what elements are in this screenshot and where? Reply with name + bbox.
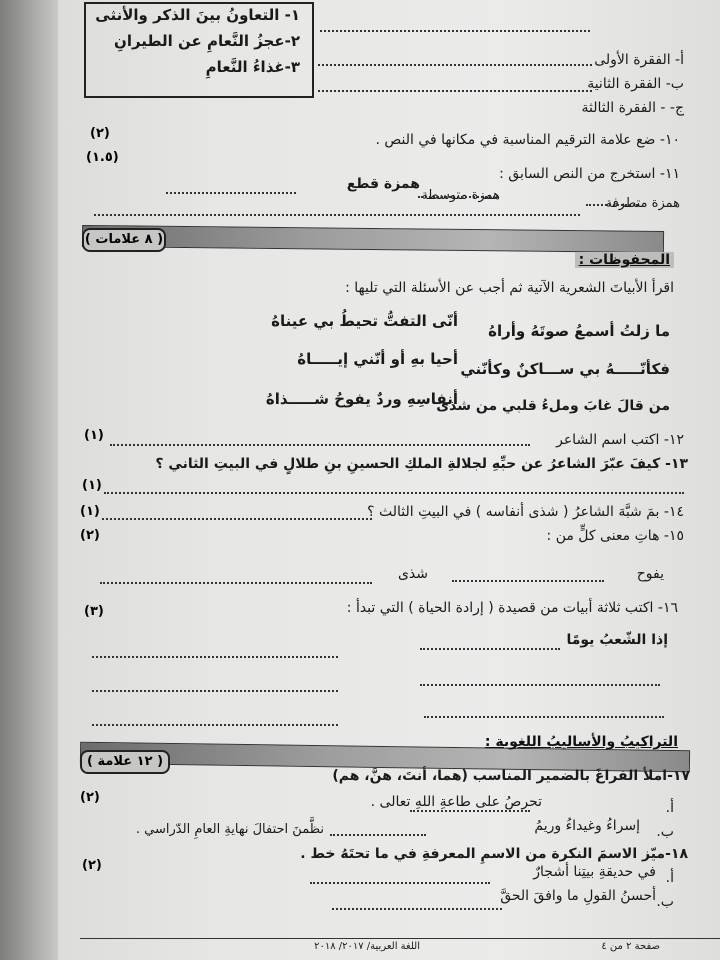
verse-2-left: أحيا بهِ أو أنّني إيـــــاهُ [297, 350, 458, 368]
q11-text: ١١- استخرج من النص السابق : [499, 166, 680, 182]
q12-text: ١٢- اكتب اسم الشاعر [556, 432, 684, 448]
answer-line[interactable] [318, 64, 592, 66]
answer-line[interactable] [410, 810, 530, 812]
answer-line[interactable] [100, 582, 372, 584]
q16-start: إذا الشّعبُ يومًا [566, 632, 668, 648]
q16-mark: (٣) [84, 604, 104, 619]
answer-line[interactable] [332, 908, 502, 910]
answer-line[interactable] [104, 492, 684, 494]
q18-text: ١٨-ميّز الاسمَ النكرة من الاسمِ المعرفةِ في ما تحتَهُ خط . [300, 846, 688, 862]
q15-word-2: شذى [397, 566, 428, 582]
q15-mark: (٢) [80, 528, 100, 543]
q18-b-text: أحسنُ القولِ ما وافقَ الحقَّ [500, 888, 656, 904]
box-item-2: ٢-عجزُ النَّعامِ عن الطيرانِ [114, 32, 300, 50]
paragraph-1-label: أ- الفقرة الأولى [594, 52, 684, 68]
verse-3-right: من قالَ غابَ وملءُ قلبي من شذى [436, 398, 670, 414]
answer-line[interactable] [102, 518, 372, 520]
answer-line[interactable] [166, 192, 296, 194]
q17-b-label: ب. [656, 824, 674, 840]
q18-a-label: أ. [665, 870, 674, 886]
paragraph-3-label: ج- - الفقرة الثالثة [581, 100, 684, 116]
page-shadow [0, 0, 58, 960]
q11-mark: (١.٥) [86, 150, 119, 165]
footer-rule [80, 938, 720, 939]
q13-mark: (١) [82, 478, 102, 493]
q10-mark: (٢) [90, 126, 110, 141]
verse-1-left: أنّى التفتُّ تحيطُ بي عيناهُ [271, 312, 458, 330]
q18-a-text: في حديقةِ بيتِنا أشجارٌ [533, 864, 656, 880]
q14-mark: (١) [80, 504, 100, 519]
box-item-3: ٣-غذاءُ النَّعامِ [205, 58, 300, 76]
q17-text: ١٧-املأ الفراغَ بالضمير المناسب (هما، أنتَ، هنَّ، هم) [332, 768, 690, 784]
verse-2-right: فكأنّـــــهُ بي ســـاكنٌ وكأنّني [460, 360, 670, 378]
footer-page: صفحة ٢ من ٤ [601, 941, 660, 952]
q17-a-text: تحرصُ على طاعةِ اللهِ تعالى . [370, 794, 542, 810]
answer-line[interactable] [418, 196, 498, 198]
q17-a-label: أ. [665, 800, 674, 816]
answer-line[interactable] [92, 656, 338, 658]
answer-line[interactable] [420, 684, 660, 686]
q17-b-text-1: إسراءُ وغيداءُ وريمُ [534, 818, 640, 834]
q10-text: ١٠- ضع علامة الترقيم المناسبة في مكانها في النص . [375, 132, 680, 148]
q12-mark: (١) [84, 428, 104, 443]
section-band [82, 225, 664, 253]
q15-text: ١٥- هاتِ معنى كلٍّ من : [546, 528, 684, 544]
answer-line[interactable] [420, 648, 560, 650]
verse-3-left: أنفاسِهِ وردٌ يفوحُ شـــــذاهُ [265, 390, 458, 408]
paragraph-2-label: ب- الفقرة الثانية [587, 76, 684, 92]
q17-b-text-2: نظَّمنَ احتفالَ نهايةِ العامِ الدّراسي . [135, 822, 324, 837]
answer-line[interactable] [320, 30, 590, 32]
answer-line[interactable] [94, 214, 580, 216]
answer-line[interactable] [92, 690, 338, 692]
answer-line[interactable] [330, 834, 426, 836]
q13-text: ١٣- كيفَ عبّرَ الشاعرُ عن حبِّهِ لجلالةِ الملكِ الحسينِ بنِ طلالٍ في البيتِ الثاني ؟ [155, 456, 688, 472]
q18-mark: (٢) [82, 858, 102, 873]
hamza-mid-label: همزة متوسطة [421, 188, 500, 203]
answer-line[interactable] [92, 724, 338, 726]
answer-line[interactable] [310, 882, 490, 884]
box-item-1: ١- التعاونُ بينَ الذكر والأنثى [95, 6, 300, 24]
answer-line[interactable] [586, 204, 638, 206]
answer-line[interactable] [318, 90, 592, 92]
hamza-qat-label: همزة قطع [346, 176, 420, 192]
q15-word-1: يفوح [636, 566, 664, 582]
section-badge: ( ١٢ علامة ) [80, 750, 170, 774]
section-title: المحفوظات : [575, 252, 674, 268]
q14-text: ١٤- بمَ شبَّهَ الشاعرُ ( شذى أنفاسه ) في البيتِ الثالث ؟ [367, 504, 684, 520]
q17-mark: (٢) [80, 790, 100, 805]
verse-1-right: ما زلتُ أسمعُ صوتَهُ وأراهُ [488, 322, 670, 340]
answer-line[interactable] [424, 716, 664, 718]
q16-text: ١٦- اكتب ثلاثة أبيات من قصيدة ( إرادة الحياة ) التي تبدأ : [346, 600, 678, 616]
memo-intro: اقرأ الأبياتَ الشعرية الآتية ثم أجب عن الأسئلة التي تليها : [345, 280, 674, 296]
hamza-end-label: همزة متطرفة [605, 196, 680, 211]
answer-line[interactable] [452, 580, 604, 582]
answer-line[interactable] [110, 444, 530, 446]
q18-b-label: ب. [656, 894, 674, 910]
footer-subject: اللغة العربية/ ٢٠١٧/ ٢٠١٨ [314, 941, 420, 952]
section-title: التراكيبُ والأساليبُ اللغوية : [484, 734, 678, 750]
section-badge: ( ٨ علامات ) [82, 228, 166, 252]
